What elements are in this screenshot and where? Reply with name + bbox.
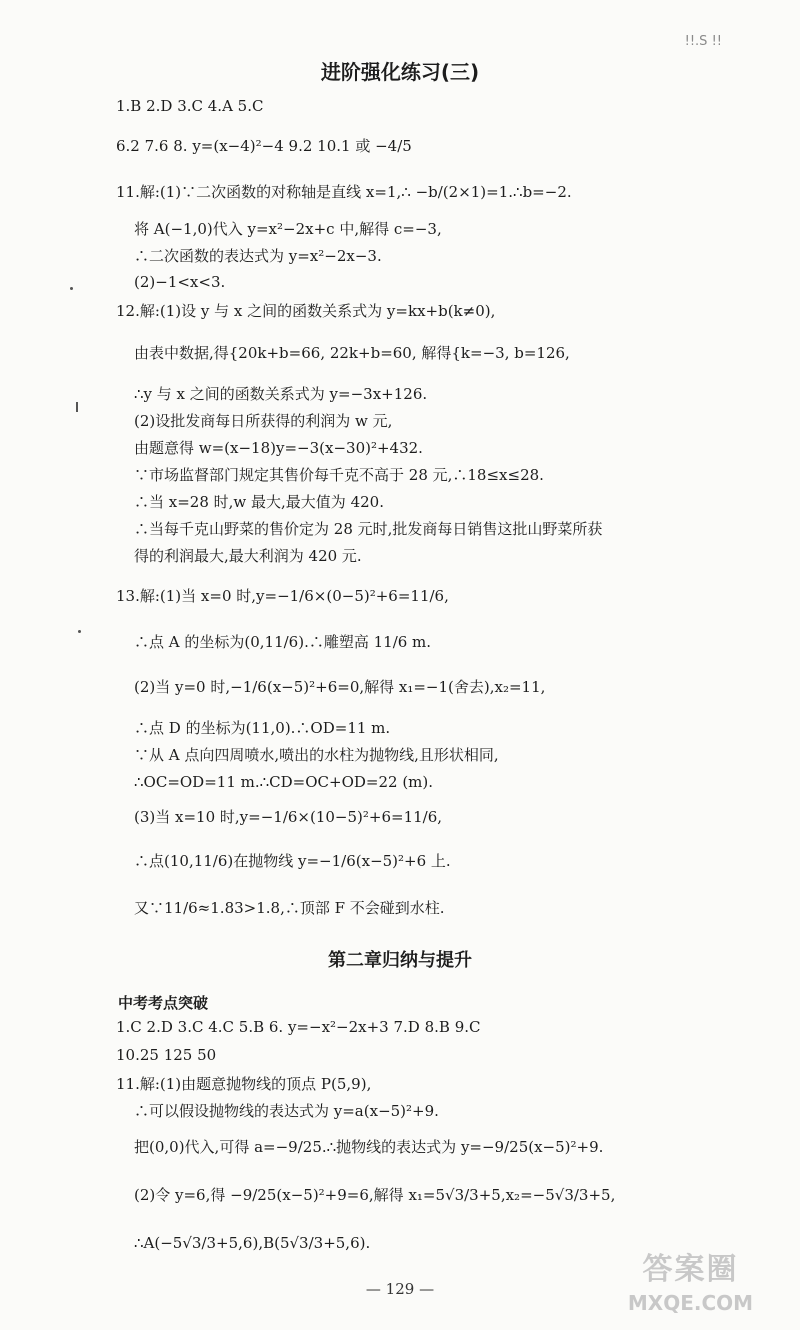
scan-mark bbox=[76, 402, 78, 412]
answer-line: ∴可以假设抛物线的表达式为 y=a(x−5)²+9. bbox=[134, 1102, 439, 1120]
answer-line: ∴当每千克山野菜的售价定为 28 元时,批发商每日销售这批山野菜所获 bbox=[134, 520, 603, 538]
answer-line: ∵从 A 点向四周喷水,喷出的水柱为抛物线,且形状相同, bbox=[134, 746, 499, 764]
answer-line: 把(0,0)代入,可得 a=−9/25.∴抛物线的表达式为 y=−9/25(x−5)²+9. bbox=[134, 1138, 604, 1156]
answer-line: ∴点(10,11/6)在抛物线 y=−1/6(x−5)²+6 上. bbox=[134, 852, 451, 870]
watermark-url: MXQE.COM bbox=[627, 1291, 754, 1315]
corner-mark: !!.S !! bbox=[684, 34, 722, 49]
answer-line: ∴二次函数的表达式为 y=x²−2x−3. bbox=[134, 247, 382, 265]
answer-line: (2)设批发商每日所获得的利润为 w 元, bbox=[134, 412, 393, 430]
answer-line: ∴点 A 的坐标为(0,11/6).∴雕塑高 11/6 m. bbox=[134, 633, 432, 651]
answer-line: ∴y 与 x 之间的函数关系式为 y=−3x+126. bbox=[134, 385, 428, 403]
answer-line: (2)当 y=0 时,−1/6(x−5)²+6=0,解得 x₁=−1(舍去),x₂=11, bbox=[134, 678, 546, 696]
section-title-1: 进阶强化练习(三) bbox=[320, 60, 480, 84]
answer-line: 得的利润最大,最大利润为 420 元. bbox=[134, 547, 362, 565]
answer-line: 又∵11/6≈1.83>1.8,∴顶部 F 不会碰到水柱. bbox=[134, 899, 445, 917]
answer-line: 13.解:(1)当 x=0 时,y=−1/6×(0−5)²+6=11/6, bbox=[116, 587, 449, 605]
answer-line: 12.解:(1)设 y 与 x 之间的函数关系式为 y=kx+b(k≠0), bbox=[116, 302, 496, 320]
answer-line: (3)当 x=10 时,y=−1/6×(10−5)²+6=11/6, bbox=[134, 808, 443, 826]
scan-dot bbox=[70, 287, 73, 290]
answer-line: (2)令 y=6,得 −9/25(x−5)²+9=6,解得 x₁=5√3/3+5,x₂=−5√3/3+5, bbox=[134, 1186, 616, 1204]
answer-line: 6.2 7.6 8. y=(x−4)²−4 9.2 10.1 或 −4/5 bbox=[116, 137, 412, 155]
answer-line: 由题意得 w=(x−18)y=−3(x−30)²+432. bbox=[134, 439, 423, 457]
scan-dot bbox=[78, 630, 81, 633]
answer-line: 11.解:(1)由题意抛物线的顶点 P(5,9), bbox=[116, 1075, 372, 1093]
answer-line: ∴点 D 的坐标为(11,0).∴OD=11 m. bbox=[134, 719, 391, 737]
answer-line: ∴OC=OD=11 m.∴CD=OC+OD=22 (m). bbox=[134, 773, 434, 791]
answer-line: ∴当 x=28 时,w 最大,最大值为 420. bbox=[134, 493, 384, 511]
answer-line: 将 A(−1,0)代入 y=x²−2x+c 中,解得 c=−3, bbox=[134, 220, 442, 238]
section-subtitle: 中考考点突破 bbox=[118, 994, 209, 1012]
answer-line: 11.解:(1)∵二次函数的对称轴是直线 x=1,∴ −b/(2×1)=1.∴b=−2. bbox=[116, 183, 572, 201]
page-number: — 129 — bbox=[365, 1280, 435, 1298]
answer-line: (2)−1<x<3. bbox=[134, 273, 226, 291]
answer-line: 1.B 2.D 3.C 4.A 5.C bbox=[116, 97, 264, 115]
watermark-logo bbox=[603, 1250, 778, 1322]
section-title-2: 第二章归纳与提升 bbox=[328, 950, 472, 971]
answer-line: 1.C 2.D 3.C 4.C 5.B 6. y=−x²−2x+3 7.D 8.B 9.C bbox=[116, 1018, 481, 1036]
answer-line: ∵市场监督部门规定其售价每千克不高于 28 元,∴18≤x≤28. bbox=[134, 466, 544, 484]
answer-line: ∴A(−5√3/3+5,6),B(5√3/3+5,6). bbox=[134, 1234, 371, 1252]
answer-line: 10.25 125 50 bbox=[116, 1046, 217, 1064]
answer-line: 由表中数据,得{20k+b=66, 22k+b=60, 解得{k=−3, b=126, bbox=[134, 344, 570, 362]
watermark-text: 答案圈 bbox=[642, 1252, 739, 1287]
